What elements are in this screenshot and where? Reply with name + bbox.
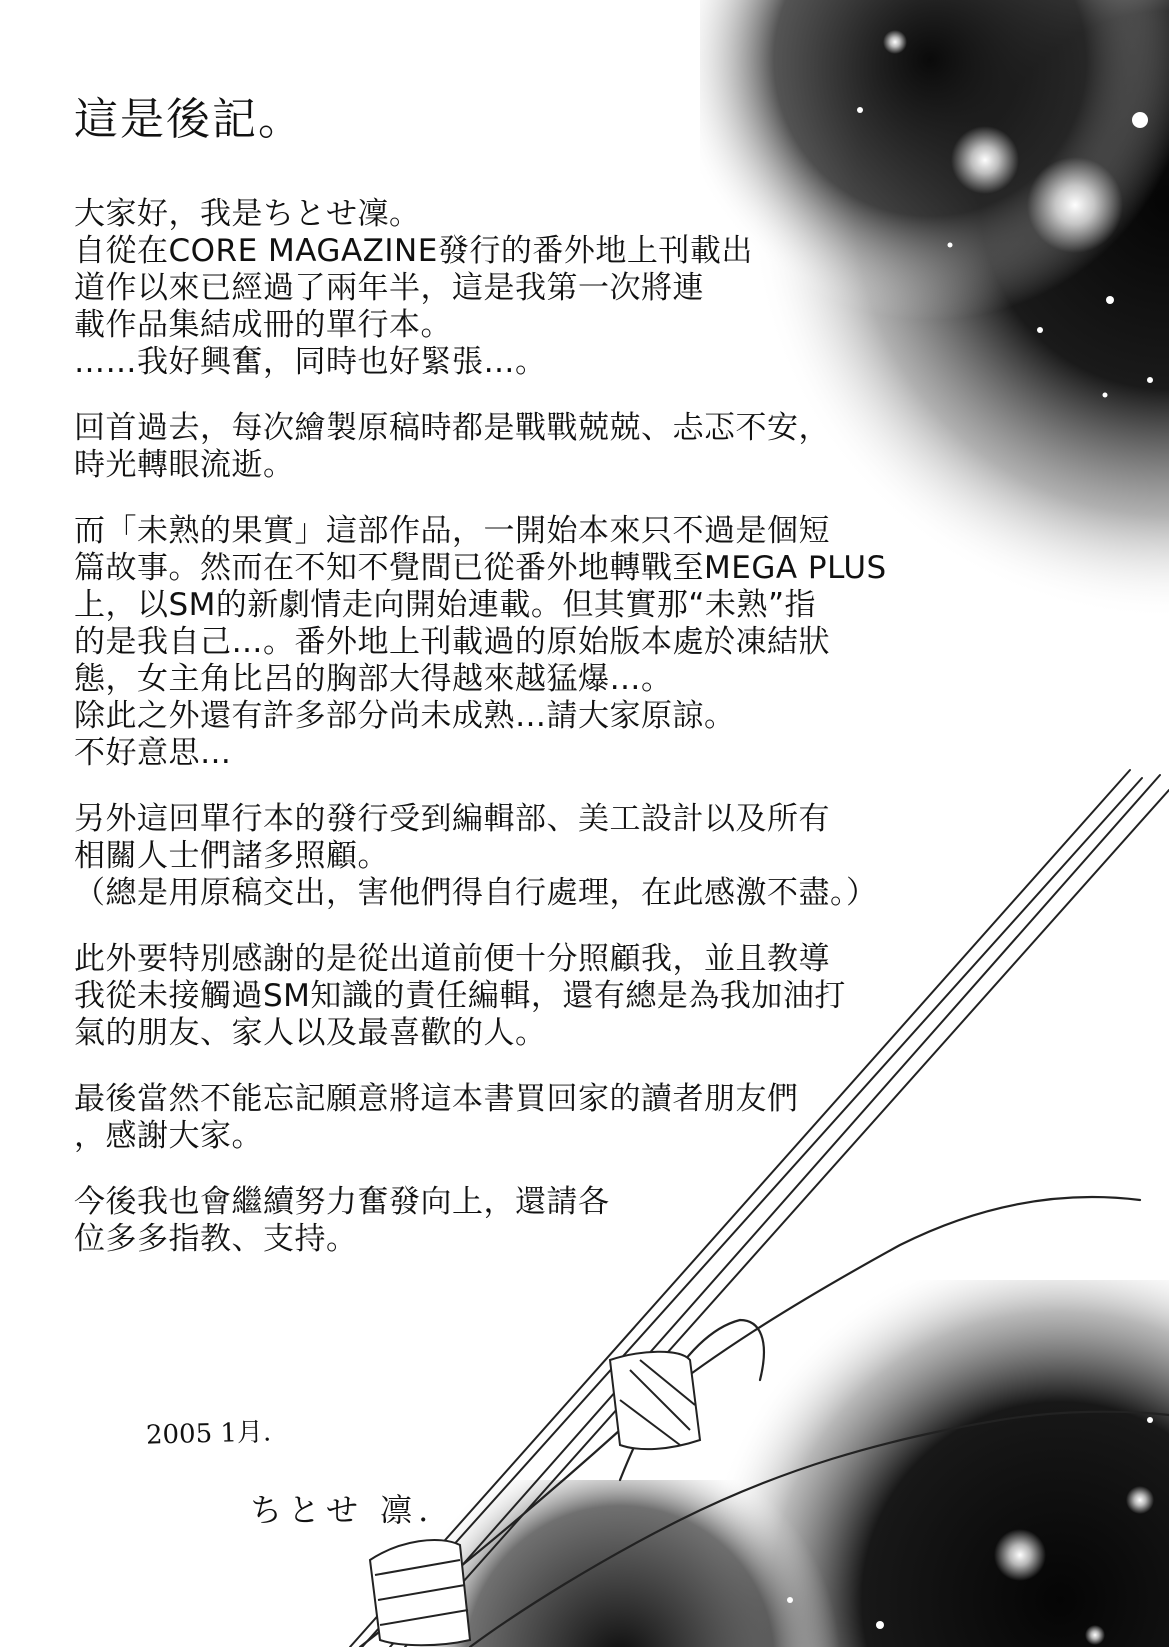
- text-line: 相關人士們諸多照顧。: [74, 838, 389, 874]
- text-line: 今後我也會繼續努力奮發向上，還請各: [74, 1184, 610, 1220]
- text-line: 上，以SM的新劇情走向開始連載。但其實那“未熟”指: [74, 587, 817, 623]
- paragraph-work: [74, 513, 1034, 772]
- text-line: 道作以來已經過了兩年半，這是我第一次將連: [74, 270, 704, 306]
- text-line: ……我好興奮，同時也好緊張…。: [74, 344, 547, 380]
- text-line: 除此之外還有許多部分尚未成熟…請大家原諒。: [74, 698, 736, 734]
- paragraph-closing: [74, 1184, 1034, 1258]
- text-line: 我從未接觸過SM知識的責任編輯，還有總是為我加油打: [74, 978, 846, 1014]
- text-line: 另外這回單行本的發行受到編輯部、美工設計以及所有: [74, 801, 830, 837]
- page-title: 這是後記。: [74, 94, 304, 145]
- text-line: 態，女主角比呂的胸部大得越來越猛爆…。: [74, 661, 673, 697]
- text-line: 氣的朋友、家人以及最喜歡的人。: [74, 1015, 547, 1051]
- text-line: 的是我自己…。番外地上刊載過的原始版本處於凍結狀: [74, 624, 830, 660]
- paragraph-looking-back: [74, 410, 1034, 484]
- author-signature: ちとせ 凛.: [250, 1491, 435, 1529]
- text-line: 載作品集結成冊的單行本。: [74, 307, 452, 343]
- text-line: 而「未熟的果實」這部作品，一開始本來只不過是個短: [74, 513, 830, 549]
- text-line: 不好意思…: [74, 735, 232, 771]
- paragraph-thanks-editorial: [74, 801, 1034, 912]
- text-line: 回首過去，每次繪製原稿時都是戰戰兢兢、忐忑不安，: [74, 410, 830, 446]
- text-line: 時光轉眼流逝。: [74, 447, 295, 483]
- paragraph-thanks-special: [74, 941, 1034, 1052]
- text-line: （總是用原稿交出，害他們得自行處理，在此感激不盡。）: [74, 875, 878, 911]
- text-line: 大家好，我是ちとせ凜。: [74, 196, 421, 232]
- afterword-body: [74, 196, 1034, 1287]
- paragraph-greeting: [74, 196, 1034, 381]
- text-line: 自從在CORE MAGAZINE發行的番外地上刊載出: [74, 233, 753, 269]
- text-line: 位多多指教、支持。: [74, 1221, 358, 1257]
- handwritten-date: 2005 1月.: [145, 1417, 272, 1451]
- text-line: ，感謝大家。: [74, 1118, 263, 1154]
- text-line: 篇故事。然而在不知不覺間已從番外地轉戰至MEGA PLUS: [74, 550, 887, 586]
- paragraph-thanks-readers: [74, 1081, 1034, 1155]
- text-line: 此外要特別感謝的是從出道前便十分照顧我，並且教導: [74, 941, 830, 977]
- text-line: 最後當然不能忘記願意將這本書買回家的讀者朋友們: [74, 1081, 799, 1117]
